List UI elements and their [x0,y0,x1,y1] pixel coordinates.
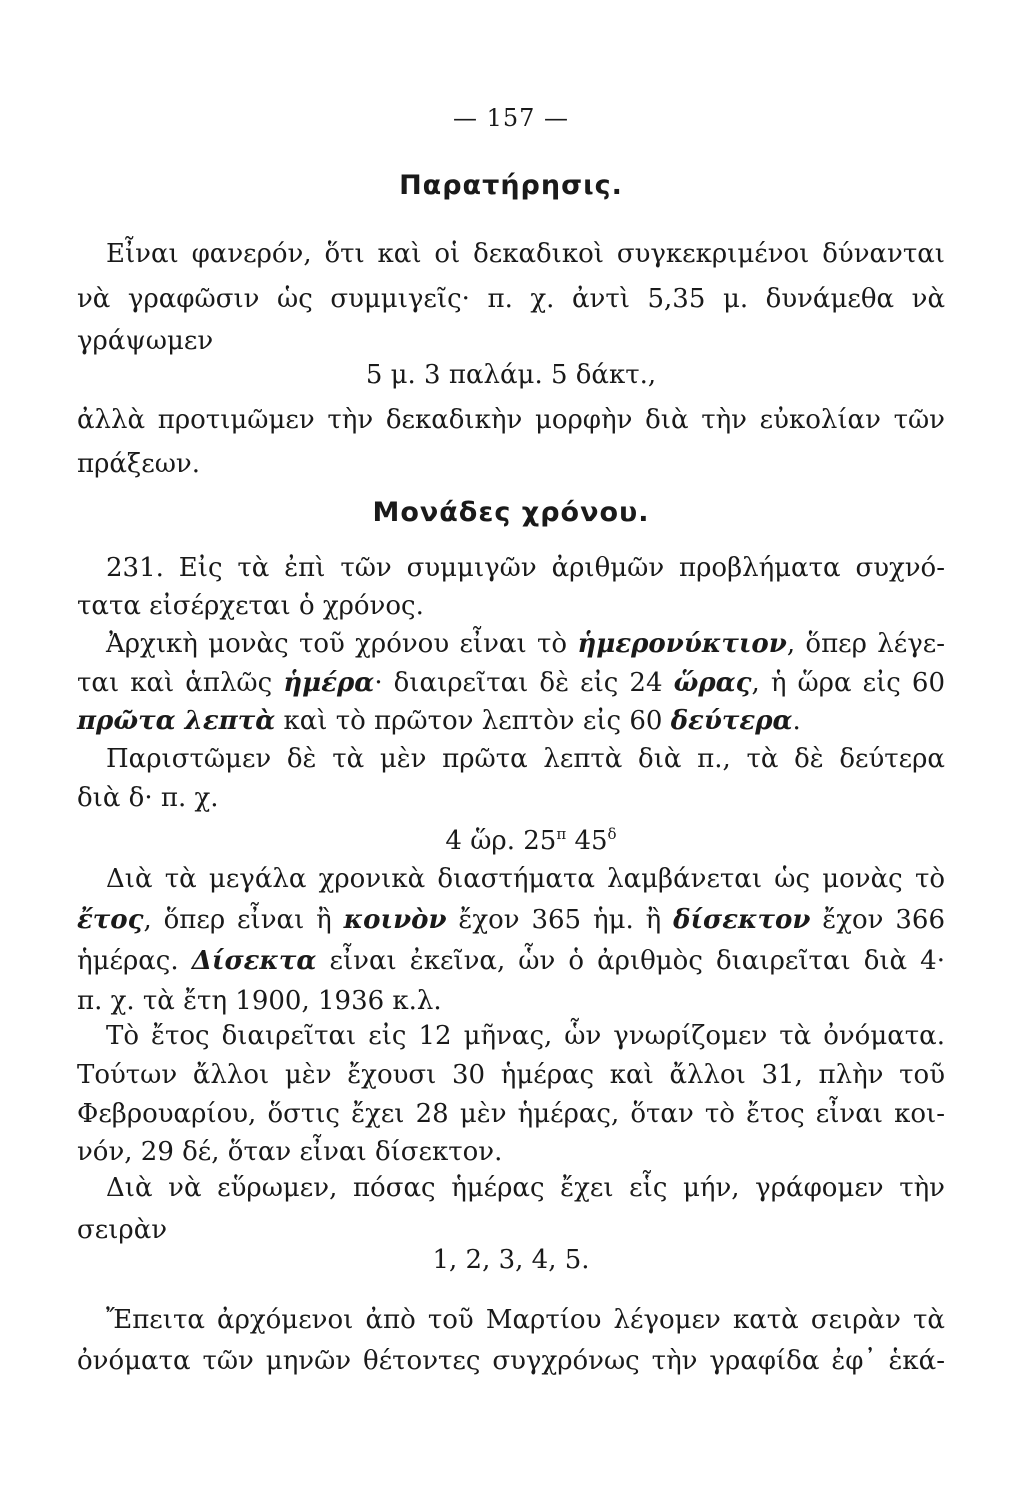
term-etos: ἔτος [77,905,144,935]
heading-paratirisis: Παρατήρησις. [399,170,623,201]
heading-time-units: Μονάδες χρόνου. [372,497,650,528]
text-line: 231. Εἰς τὰ ἐπὶ τῶν συμμιγῶν ἀριθμῶν προβλήματα συχνό- [106,553,945,583]
text-line: τατα εἰσέρχεται ὁ χρόνος. [77,591,424,621]
page-number: — 157 — [452,104,570,132]
measure-example: 5 μ. 3 παλάμ. 5 δάκτ., [365,360,657,390]
text-line: ἔτος, ὅπερ εἶναι ἢ κοινὸν ἔχον 365 ἡμ. ἢ δίσεκτον ἔχον 366 [77,905,945,935]
text-line: Τούτων ἄλλοι μὲν ἔχουσι 30 ἡμέρας καὶ ἄλλοι 31, πλὴν τοῦ [77,1060,945,1090]
term-disekta: Δίσεκτα [191,946,317,976]
text-line: γράψωμεν [77,326,214,356]
text-line: Διὰ νὰ εὕρωμεν, πόσας ἡμέρας ἔχει εἷς μήν, γράφομεν τὴν [106,1173,945,1203]
term-prota-lepta: πρῶτα λεπτὰ [77,706,276,736]
term-disekton: δίσεκτον [673,905,811,935]
text-line: ἡμέρας. Δίσεκτα εἶναι ἐκεῖνα, ὧν ὁ ἀριθμὸς διαιρεῖται διὰ 4· [77,946,945,976]
text-line: ἀλλὰ προτιμῶμεν τὴν δεκαδικὴν μορφὴν διὰ τὴν εὐκολίαν τῶν [77,405,945,435]
text-line: π. χ. τὰ ἔτη 1900, 1936 κ.λ. [77,986,442,1016]
text-line: νόν, 29 δέ, ὅταν εἶναι δίσεκτον. [77,1137,503,1167]
text-line: σειρὰν [77,1215,168,1245]
text-line: Εἶναι φανερόν, ὅτι καὶ οἱ δεκαδικοὶ συγκεκριμένοι δύνανται [106,239,945,269]
text-line: Φεβρουαρίου, ὅστις ἔχει 28 μὲν ἡμέρας, ὅταν τὸ ἔτος εἶναι κοι- [77,1099,945,1129]
text-line: Παριστῶμεν δὲ τὰ μὲν πρῶτα λεπτὰ διὰ π., τὰ δὲ δεύτερα [106,744,945,774]
number-series: 1, 2, 3, 4, 5. [432,1245,590,1275]
term-deftera: δεύτερα [670,706,793,736]
term-imeronyktion: ἡμερονύκτιον [577,629,787,659]
text-line: Ἔπειτα ἀρχόμενοι ἀπὸ τοῦ Μαρτίου λέγομεν κατὰ σειρὰν τὰ [106,1305,945,1335]
term-imera: ἡμέρα [283,668,375,698]
text-line: Τὸ ἔτος διαιρεῖται εἰς 12 μῆνας, ὧν γνωρίζομεν τὰ ὀνόματα. [106,1021,945,1051]
text-line: ὀνόματα τῶν μηνῶν θέτοντες συγχρόνως τὴν γραφίδα ἐφ᾽ ἑκά- [77,1346,945,1376]
term-koinon: κοινὸν [343,905,447,935]
text-line: πράξεων. [77,449,200,479]
text-line: πρῶτα λεπτὰ καὶ τὸ πρῶτον λεπτὸν εἰς 60 δεύτερα. [77,706,801,736]
time-example: 4 ὥρ. $25^\pi$ $45^\delta$ [445,825,617,856]
text-line: διὰ δ· π. χ. [77,783,219,813]
text-line: ται καὶ ἁπλῶς ἡμέρα· διαιρεῖται δὲ εἰς 24 ὥρας, ἡ ὥρα εἰς 60 [77,668,945,698]
text-line: νὰ γραφῶσιν ὡς συμμιγεῖς· π. χ. ἀντὶ 5,35 μ. δυνάμεθα νὰ [77,284,945,314]
term-oras: ὥρας [673,668,752,698]
text-line: Ἀρχικὴ μονὰς τοῦ χρόνου εἶναι τὸ ἡμερονύκτιον, ὅπερ λέγε- [106,629,945,659]
text-line: Διὰ τὰ μεγάλα χρονικὰ διαστήματα λαμβάνεται ὡς μονὰς τὸ [106,864,945,894]
